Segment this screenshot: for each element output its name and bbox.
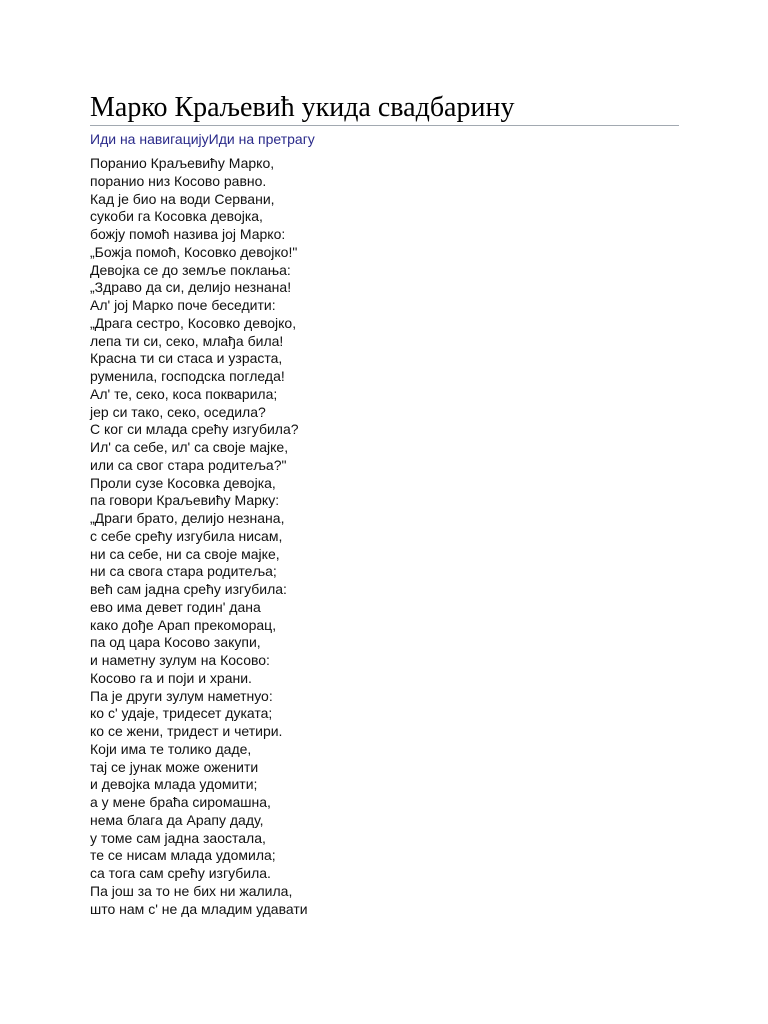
poem-line: и наметну зулум на Косово: bbox=[90, 652, 270, 668]
poem-line: Ал' јој Марко поче беседити: bbox=[90, 297, 276, 313]
poem-line: лепа ти си, секо, млађа била! bbox=[90, 332, 284, 349]
poem-line: ни са себе, ни са своје мајке, bbox=[90, 545, 280, 562]
poem-line: „Здраво да си, делијо незнана! bbox=[90, 279, 292, 296]
poem-line: с себе срећу изгубила нисам, bbox=[90, 527, 283, 544]
poem-text bbox=[90, 155, 308, 918]
poem-line: божју помоћ назива јој Марко: bbox=[90, 226, 286, 242]
poem-line: нема блага да Арапу даду, bbox=[90, 811, 264, 828]
poem-line: Проли сузе Косовка девојка, bbox=[90, 474, 276, 491]
poem-line: или са свог стара родитеља?" bbox=[90, 456, 287, 473]
poem-line: па говори Краљевићу Марку: bbox=[90, 492, 280, 509]
jump-links bbox=[90, 130, 315, 148]
poem-line: Косово га и поји и храни. bbox=[90, 669, 252, 686]
poem-line: јер си тако, секо, оседила? bbox=[90, 403, 266, 420]
poem-line: „Божја помоћ, Косовко девојко!" bbox=[90, 243, 298, 260]
poem-line: па од цара Косово закупи, bbox=[90, 634, 261, 651]
poem-line: Који има те толико даде, bbox=[90, 740, 252, 757]
poem-line: поранио низ Косово равно. bbox=[90, 172, 267, 189]
poem-line: у томе сам јадна заостала, bbox=[90, 829, 266, 846]
poem-line: ево има девет годин' дана bbox=[90, 598, 261, 615]
poem-line: те се нисам млада удомила; bbox=[90, 847, 276, 864]
poem-line: Па је други зулум наметнуо: bbox=[90, 687, 273, 704]
title-divider bbox=[90, 125, 679, 126]
poem-line: ко се жени, тридест и четири. bbox=[90, 723, 283, 739]
poem-line: „Драга сестро, Косовко девојко, bbox=[90, 314, 297, 331]
poem-line: С ког си млада срећу изгубила? bbox=[90, 421, 299, 438]
poem-line: Поранио Краљевићу Марко, bbox=[90, 155, 275, 171]
poem-line: ко с' удаје, тридесет дуката; bbox=[90, 705, 273, 722]
poem-line: сукоби га Косовка девојка, bbox=[90, 208, 263, 225]
poem-line: Красна ти си стаса и узраста, bbox=[90, 350, 283, 367]
poem-line: „Драги брато, делијо незнана, bbox=[90, 510, 285, 526]
jump-to-navigation-link[interactable]: Иди на навигацију bbox=[90, 131, 209, 147]
poem-line: што нам с' не да младим удавати bbox=[90, 900, 308, 917]
poem-line: Ал' те, секо, коса покварила; bbox=[90, 385, 278, 402]
poem-line: Кад је био на води Сервани, bbox=[90, 190, 275, 207]
poem-line: Ил' са себе, ил' са своје мајке, bbox=[90, 439, 289, 455]
poem-line: са тога сам срећу изгубила. bbox=[90, 865, 271, 881]
poem-line: руменила, господска погледа! bbox=[90, 368, 285, 384]
jump-to-search-link[interactable]: Иди на претрагу bbox=[208, 131, 315, 147]
poem-line: тај се јунак може оженити bbox=[90, 758, 259, 775]
poem-line: а у мене браћа сиромашна, bbox=[90, 794, 271, 810]
poem-line: како дође Арап прекоморац, bbox=[90, 616, 277, 633]
poem-line: Девојка се до земље поклања: bbox=[90, 261, 291, 278]
poem-line: Па још за то не бих ни жалила, bbox=[90, 882, 293, 899]
poem-line: ни са свога стара родитеља; bbox=[90, 563, 277, 580]
poem-line: и девојка млада удомити; bbox=[90, 776, 258, 793]
page-title: Марко Краљевић укида свадбарину bbox=[90, 92, 515, 123]
poem-line: већ сам јадна срећу изгубила: bbox=[90, 581, 287, 597]
